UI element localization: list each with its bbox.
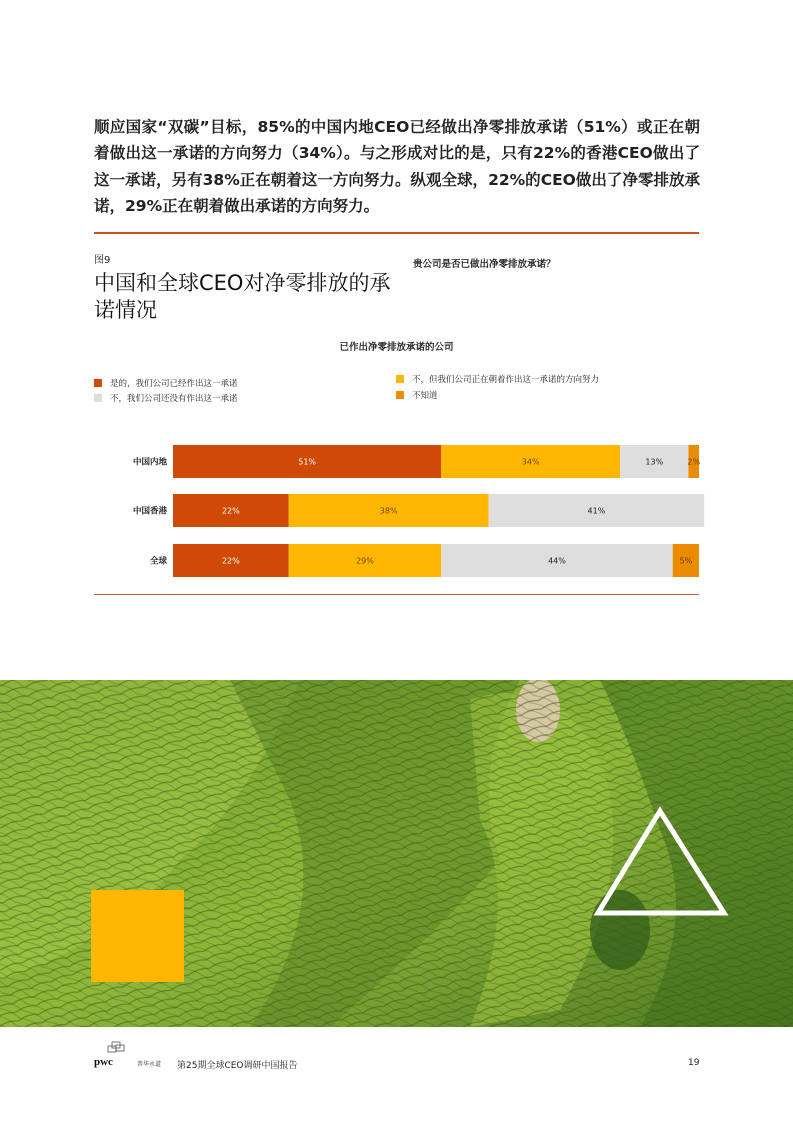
chart-title: 已作出净零排放承诺的公司: [339, 342, 454, 353]
bar-value-label: 22%: [221, 506, 240, 516]
category-label: 中国香港: [132, 506, 167, 517]
figure-label: 图9: [94, 255, 111, 266]
legend-label-committed: 是的，我们公司已经作出这一承诺: [110, 379, 238, 389]
terrace-landscape-image: [0, 680, 793, 1027]
bar-value-label: 5%: [679, 556, 693, 566]
bar-value-label: 41%: [587, 506, 606, 516]
survey-question: 贵公司是否已做出净零排放承诺？: [413, 259, 556, 270]
pwc-logo: [94, 1040, 134, 1074]
intro-paragraph: 顺应国家“双碳”目标，85%的中国内地CEO已经做出净零排放承诺（51%）或正在朝着做出这一承诺的方向努力（34%）。与之形成对比的是，只有22%的香港CEO做出了这一承诺，另有38%正在朝着这一方向努力。纵观全球，22%的CEO做出了净零排放承诺，29%正在朝着做出承诺的方向努力。: [94, 117, 700, 215]
section-divider-bottom: [94, 594, 699, 595]
page-number: 19: [688, 1058, 700, 1068]
bar-value-label: 34%: [521, 457, 540, 467]
bar-value-label: 29%: [356, 556, 374, 566]
footer-report-title: 第25期全球CEO调研中国报告: [177, 1061, 298, 1071]
legend-label-unknown: 不知道: [412, 391, 438, 401]
bar-value-label: 38%: [379, 506, 398, 516]
pwc-logo-mark: [94, 1040, 134, 1070]
bar-value-label: 13%: [645, 457, 664, 467]
bar-value-label: 51%: [298, 457, 317, 467]
legend-label-working-toward: 不，但我们公司正在朝着作出这一承诺的方向努力: [412, 375, 600, 385]
decorative-yellow-square: [91, 890, 184, 982]
pwc-logo-text: pwc: [94, 1056, 113, 1068]
bar-value-label: 2%: [687, 457, 701, 467]
category-label: 中国内地: [132, 457, 167, 468]
footer-tagline: 普华永道: [137, 1061, 162, 1068]
legend-label-not-committed: 不，我们公司还没有作出这一承诺: [110, 394, 238, 404]
bar-value-label: 22%: [221, 556, 240, 566]
figure-title: 中国和全球CEO对净零排放的承诺情况: [94, 271, 391, 322]
bar-value-label: 44%: [548, 556, 566, 566]
category-label: 全球: [149, 556, 167, 567]
rice-terrace-photo: [0, 680, 793, 1027]
